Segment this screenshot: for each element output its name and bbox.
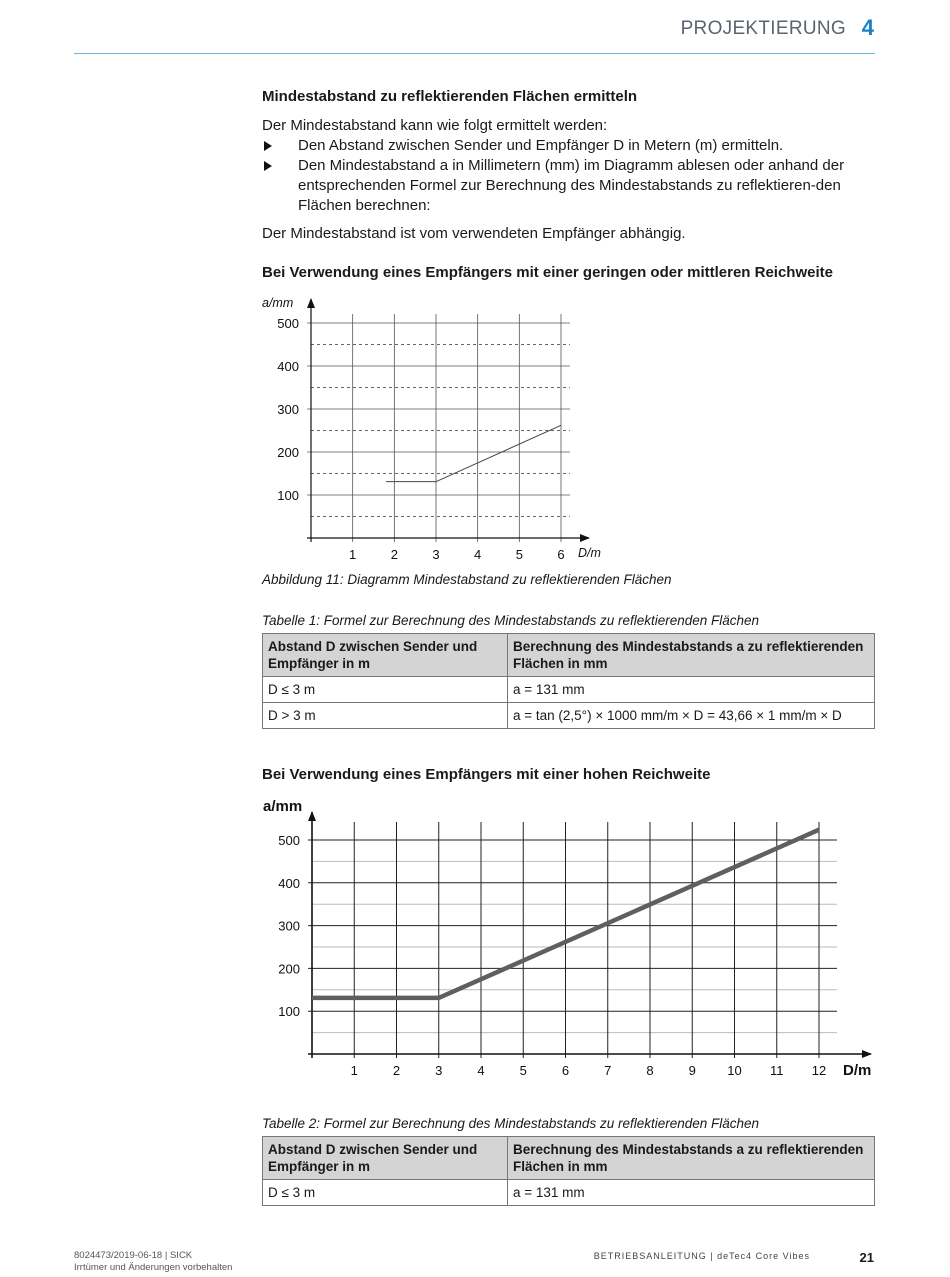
list-item: Den Abstand zwischen Sender und Empfänger D in Metern (m) ermitteln.: [262, 136, 875, 156]
y-tick-label: 100: [278, 1004, 300, 1020]
y-tick-label: 500: [278, 833, 300, 848]
chart-small-range: [255, 292, 615, 564]
x-tick-label: 6: [561, 1063, 570, 1078]
x-axis-arrow: [580, 534, 590, 542]
y-axis-arrow: [308, 811, 316, 821]
table-header-row: [263, 634, 875, 677]
x-tick-label: 12: [811, 1063, 827, 1078]
table-header-row: [263, 1137, 875, 1180]
x-tick-label: 4: [477, 1063, 485, 1078]
table-cell: a = tan (2,5°) × 1000 mm/m × D = 43,66 × 1 mm/m × D: [508, 703, 875, 729]
x-tick-label: 5: [515, 547, 523, 562]
x-tick-label: 11: [770, 1063, 784, 1078]
y-tick-label: 500: [277, 316, 299, 331]
y-tick-label: 100: [277, 488, 299, 503]
x-tick-label: 4: [474, 547, 482, 562]
table2-wrap: [262, 1116, 875, 1206]
table-cell: D ≤ 3 m: [263, 1180, 508, 1206]
case1-heading: Bei Verwendung eines Empfängers mit einer geringen oder mittleren Reichweite: [262, 264, 833, 281]
y-axis-label: a/mm: [262, 296, 294, 310]
table-cell: D > 3 m: [263, 703, 508, 729]
footer-disclaimer: Irrtümer und Änderungen vorbehalten: [74, 1262, 233, 1273]
footer-manual-title: BETRIEBSANLEITUNG | deTec4 Core Vibes: [593, 1251, 810, 1261]
page-header-title: PROJEKTIERUNG: [680, 18, 846, 39]
table-row: [263, 703, 875, 729]
x-tick-label: 7: [604, 1063, 612, 1078]
footer-doc-info: [74, 1250, 232, 1274]
x-axis-arrow: [862, 1050, 872, 1058]
x-tick-label: 3: [432, 547, 440, 562]
table-row: [263, 677, 875, 703]
table-header-cell: Abstand D zwischen Sender und Empfänger in m: [263, 1137, 508, 1180]
table-cell: D ≤ 3 m: [263, 677, 508, 703]
x-tick-label: 1: [350, 1063, 358, 1078]
table1-wrap: [262, 613, 875, 729]
table-header-cell: Abstand D zwischen Sender und Empfänger in m: [263, 634, 508, 677]
table-row: [263, 1180, 875, 1206]
table-cell: a = 131 mm: [508, 1180, 875, 1206]
intro-text: Der Mindestabstand kann wie folgt ermittelt werden:: [262, 117, 608, 134]
table-header-cell: Berechnung des Mindestabstands a zu reflektierenden Flächen in mm: [508, 634, 875, 677]
y-tick-label: 300: [277, 402, 299, 417]
y-axis-arrow: [307, 298, 315, 308]
case2-heading: Bei Verwendung eines Empfängers mit einer hohen Reichweite: [262, 766, 711, 783]
case1-heading-wrap: [262, 264, 875, 281]
chapter-number: 4: [861, 15, 874, 40]
section-intro: [262, 88, 875, 244]
x-axis-label: D/m: [843, 1062, 872, 1079]
page-number: 21: [859, 1250, 874, 1265]
x-tick-label: 9: [688, 1063, 696, 1078]
chart-high-range: [255, 792, 880, 1090]
y-tick-label: 200: [278, 961, 300, 977]
header-divider: [74, 53, 875, 54]
x-tick-label: 3: [435, 1063, 443, 1078]
y-tick-label: 400: [278, 875, 300, 891]
x-tick-label: 6: [557, 547, 565, 562]
x-tick-label: 2: [392, 1063, 401, 1078]
table1-caption: Tabelle 1: Formel zur Berechnung des Mindestabstands zu reflektierenden Flächen: [262, 613, 760, 628]
x-axis-label: D/m: [578, 546, 601, 560]
note-text: Der Mindestabstand ist vom verwendeten Empfänger abhängig.: [262, 225, 686, 242]
x-tick-label: 5: [519, 1063, 527, 1078]
list-item: Den Mindestabstand a in Millimetern (mm) im Diagramm ablesen oder anhand der entsprechenden Formel zur Berechnung des Mindestabstands zu reflektieren-den Flächen berechnen:: [262, 156, 875, 216]
x-tick-label: 1: [349, 547, 357, 562]
table-header-cell: Berechnung des Mindestabstands a zu reflektierenden Flächen in mm: [508, 1137, 875, 1180]
y-tick-label: 400: [277, 359, 299, 374]
y-axis-label: a/mm: [263, 798, 303, 815]
x-tick-label: 10: [727, 1063, 742, 1078]
table-cell: a = 131 mm: [508, 677, 875, 703]
table2-caption: Tabelle 2: Formel zur Berechnung des Mindestabstands zu reflektierenden Flächen: [262, 1116, 760, 1131]
instruction-list: [262, 136, 875, 216]
y-tick-label: 300: [278, 918, 300, 934]
y-tick-label: 200: [277, 445, 299, 460]
section-heading: Mindestabstand zu reflektierenden Flächen ermitteln: [262, 88, 638, 105]
formula-table-2: [262, 1136, 875, 1206]
x-tick-label: 2: [390, 547, 398, 562]
figure-caption: Abbildung 11: Diagramm Mindestabstand zu reflektierenden Flächen: [262, 572, 672, 587]
formula-table-1: [262, 633, 875, 729]
x-tick-label: 8: [646, 1063, 654, 1078]
footer-doc-id: 8024473/2019-06-18 | SICK: [74, 1250, 193, 1261]
